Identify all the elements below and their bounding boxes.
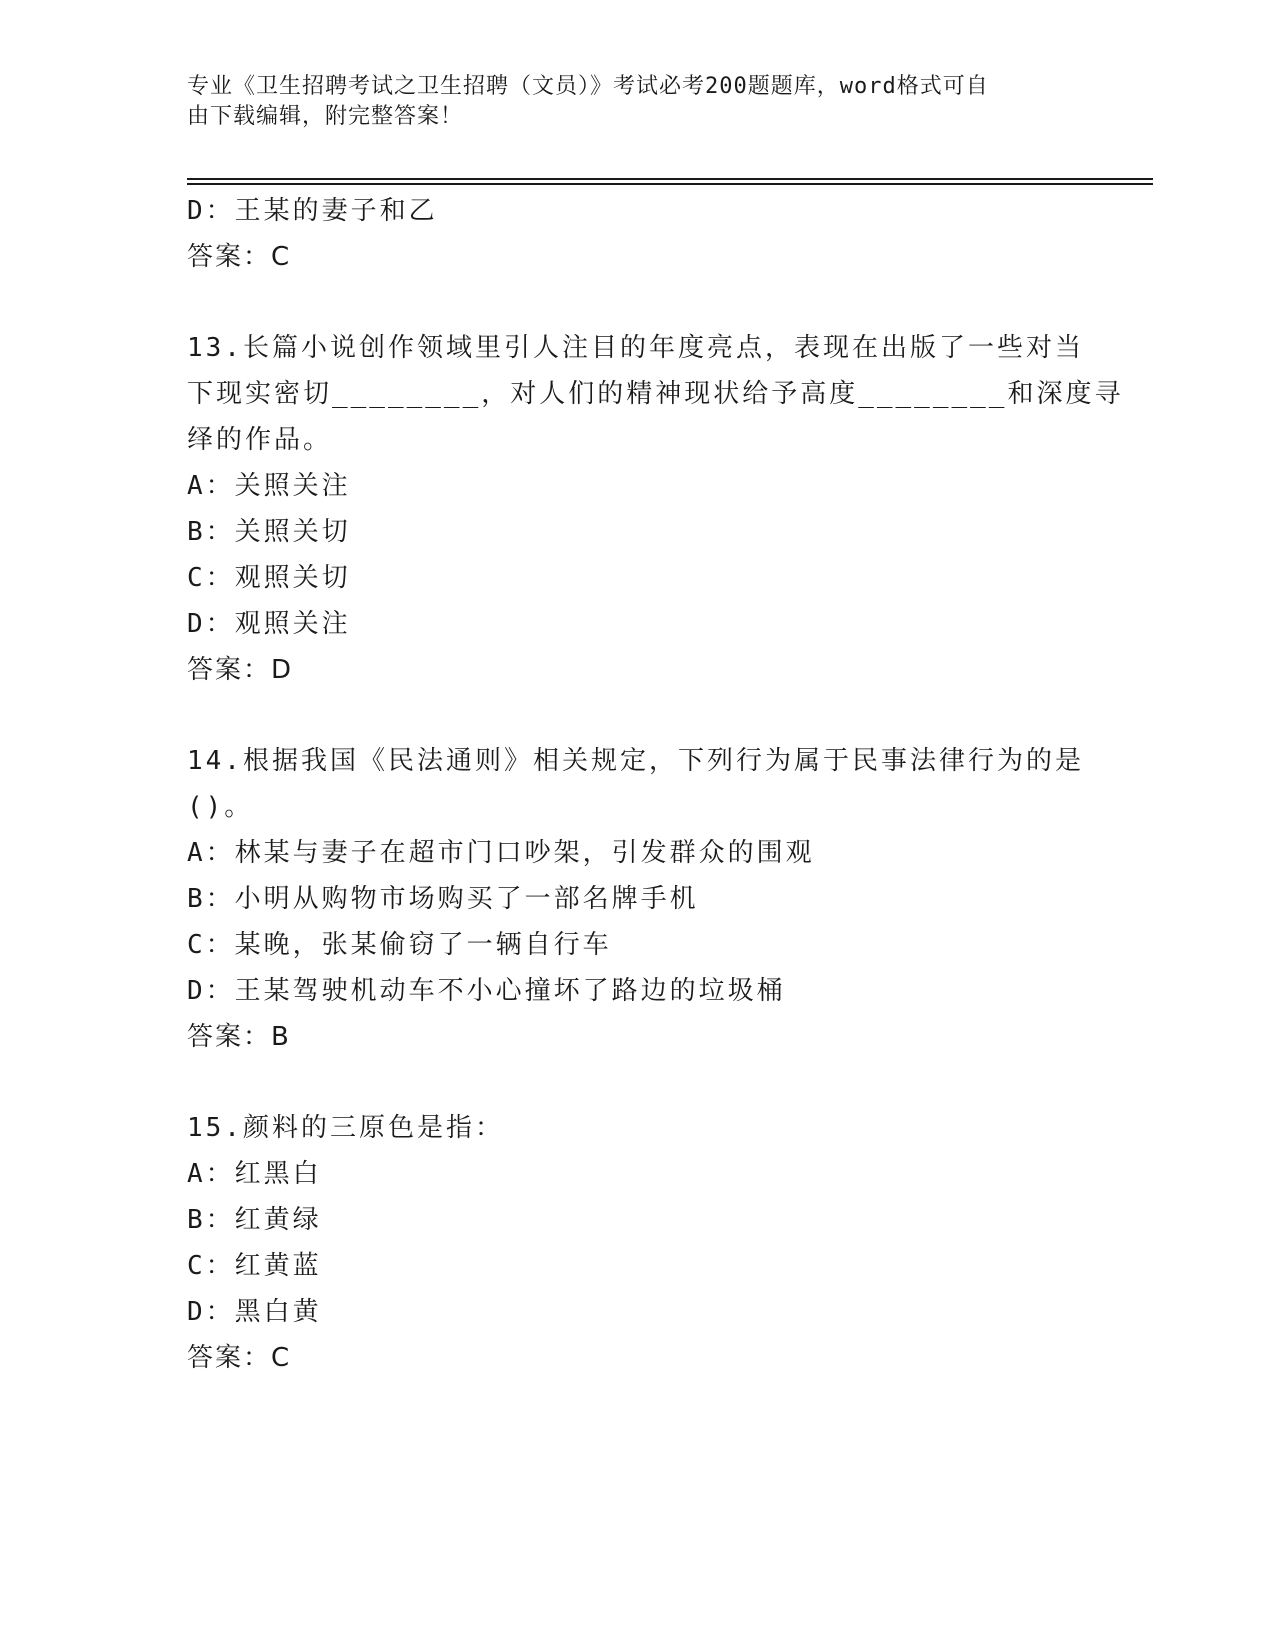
question-13-answer: 答案：D: [187, 655, 294, 685]
question-14-option-b: B：小明从购物市场购买了一部名牌手机: [187, 884, 699, 914]
question-13: [187, 325, 1124, 693]
question-14-stem-line-1: 14.根据我国《民法通则》相关规定，下列行为属于民事法律行为的是: [187, 746, 1084, 776]
question-13-stem: [187, 325, 1124, 463]
prev-option-d: D：王某的妻子和乙: [187, 196, 438, 226]
question-15: [187, 1105, 1087, 1381]
question-14-answer: 答案：B: [187, 1022, 291, 1052]
question-15-answer: 答案：C: [187, 1343, 292, 1373]
prev-answer: 答案：C: [187, 242, 292, 272]
question-14-option-a: A：林某与妻子在超市门口吵架，引发群众的围观: [187, 838, 815, 868]
question-14-stem-line-2: ()。: [187, 792, 254, 822]
question-13-option-c: C：观照关切: [187, 563, 351, 593]
question-content: [187, 188, 1124, 1381]
header-line-2: 由下载编辑，附完整答案！: [187, 104, 464, 129]
document-header: [187, 72, 1067, 132]
header-divider-top: [187, 178, 1153, 180]
question-13-stem-line-1: 13.长篇小说创作领域里引人注目的年度亮点，表现在出版了一些对当: [187, 333, 1084, 363]
question-14-option-c: C：某晚，张某偷窃了一辆自行车: [187, 930, 612, 960]
header-line-1: 专业《卫生招聘考试之卫生招聘（文员）》考试必考200题题库，word格式可自: [187, 74, 989, 99]
question-15-option-d: D：黑白黄: [187, 1297, 322, 1327]
question-15-option-c: C：红黄蓝: [187, 1251, 322, 1281]
question-15-option-b: B：红黄绿: [187, 1205, 322, 1235]
question-13-option-a: A：关照关注: [187, 471, 351, 501]
question-15-stem: [187, 1105, 1087, 1151]
question-15-option-a: A：红黑白: [187, 1159, 322, 1189]
question-13-stem-line-3: 绎的作品。: [187, 425, 333, 455]
question-14: [187, 738, 1087, 1060]
question-14-option-d: D：王某驾驶机动车不小心撞坏了路边的垃圾桶: [187, 976, 786, 1006]
question-13-option-d: D：观照关注: [187, 609, 351, 639]
question-14-stem: [187, 738, 1087, 830]
header-divider-bottom: [187, 183, 1153, 185]
question-13-option-b: B：关照关切: [187, 517, 351, 547]
question-13-stem-line-2: 下现实密切________，对人们的精神现状给予高度________和深度寻: [187, 379, 1124, 409]
question-15-stem-line-1: 15.颜料的三原色是指：: [187, 1113, 504, 1143]
